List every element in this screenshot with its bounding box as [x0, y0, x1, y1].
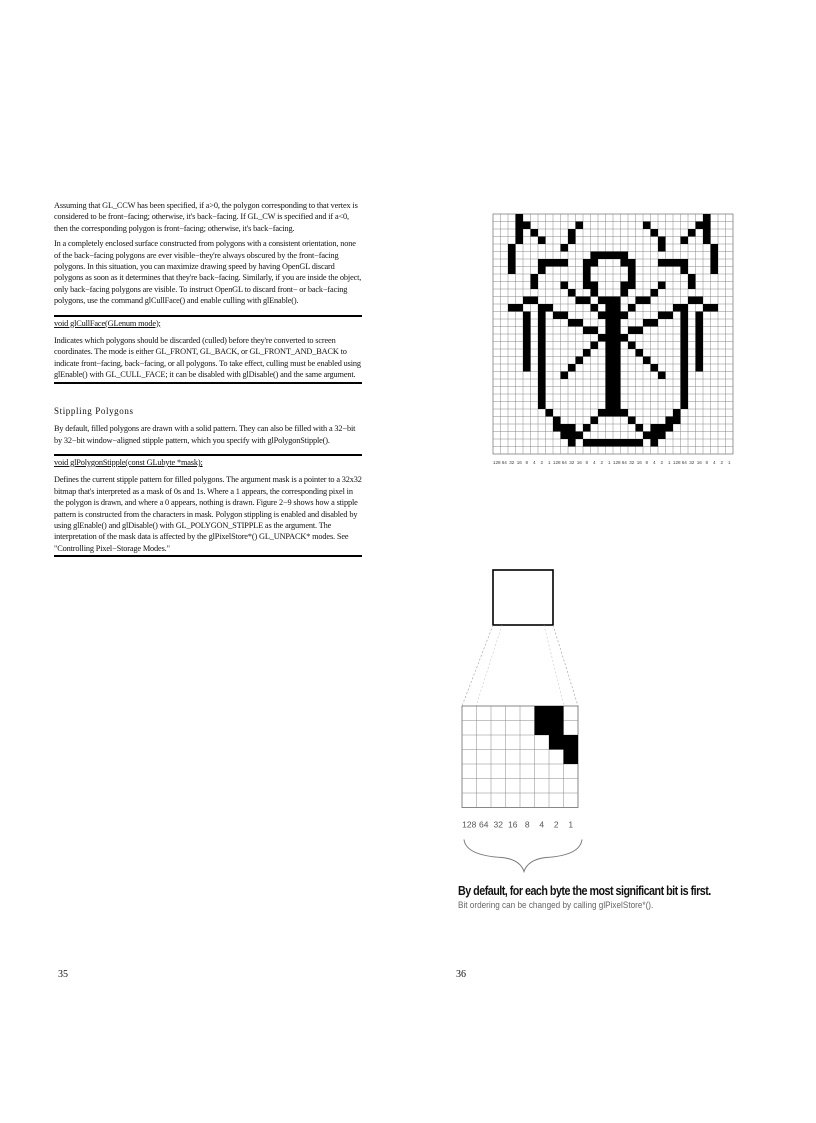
bit-label: 1 [667, 460, 671, 465]
zoom-bit-labels [462, 820, 573, 830]
zoom-guide-lines [462, 625, 578, 706]
zoom-bit-label: 64 [479, 819, 489, 830]
bit-label: 4 [652, 460, 656, 465]
function-description-glcullface: Indicates which polygons should be discarded (culled) before they're converted to screen coordinates. The mode is either GL_FRONT, GL_BACK, or GL_FRONT_AND_BACK to indicate front−facing, back−facing, or all polygons. To take effect, culling must be enabled using glEnable() with GL_CULL_FACE; it can be disabled with glDisable() and the same argument. [54, 335, 362, 384]
bit-label: 128 [612, 460, 621, 465]
bit-label: 2 [720, 460, 724, 465]
bit-label: 64 [501, 460, 507, 465]
bit-label: 2 [540, 460, 544, 465]
bit-label: 16 [576, 460, 582, 465]
bit-label: 32 [689, 460, 695, 465]
bit-label: 16 [636, 460, 642, 465]
bit-label: 128 [492, 460, 501, 465]
bit-label: 8 [585, 460, 589, 465]
zoom-bit-label: 128 [462, 819, 477, 830]
bit-label: 64 [621, 460, 627, 465]
bit-label: 1 [727, 460, 731, 465]
bit-label: 32 [629, 460, 635, 465]
bit-weight-labels [493, 460, 731, 465]
zoom-bit-label: 2 [553, 819, 559, 830]
paragraph-stippling: By default, filled polygons are drawn with a solid pattern. They can also be filled with a 32−bit by 32−bit window−aligned stipple pattern, which you specify with glPolygonStipple(). [54, 424, 356, 445]
zoom-bit-label: 32 [493, 819, 503, 830]
bit-label: 8 [645, 460, 649, 465]
bit-label: 1 [547, 460, 551, 465]
stipple-pattern-figure [440, 200, 780, 930]
bit-label: 16 [696, 460, 702, 465]
bit-label: 16 [516, 460, 522, 465]
page-number-left: 35 [58, 969, 68, 980]
left-page-text [54, 200, 362, 561]
figure-subcaption: Bit ordering can be changed by calling glPixelStore*(). [458, 900, 654, 911]
bit-label: 8 [525, 460, 529, 465]
paragraph-culling-orientation: Assuming that GL_CCW has been specified, if a>0, the polygon corresponding to that vertex is considered to be front−facing; otherwise, it's back−facing. If GL_CW is specified and if a<0, then the corresponding polygon is front−facing; otherwise, it's back−facing. [54, 201, 358, 233]
bit-label: 4 [532, 460, 536, 465]
bit-label: 4 [712, 460, 716, 465]
bit-label: 4 [592, 460, 596, 465]
section-heading: Stippling Polygons [54, 405, 134, 416]
paragraph-culling-intro: In a completely enclosed surface constructed from polygons with a consistent orientation, none of the back−facing polygons are ever visible−they're always obscured by the front−facing polygons. In this situation, you can maximize drawing speed by having OpenGL discard polygons as soon as it determines that they're back−facing. Similarly, if you are inside the object, only back−facing polygons are visible. To instruct OpenGL to discard front− or back−facing polygons, use the command glCullFace() and enable culling with glEnable(). [54, 239, 362, 306]
bit-label: 8 [705, 460, 709, 465]
bit-label: 128 [552, 460, 561, 465]
highlight-box [493, 570, 553, 625]
zoom-bit-label: 8 [524, 819, 530, 830]
figure-caption: By default, for each byte the most significant bit is first. [458, 884, 711, 898]
zoom-bit-label: 1 [568, 819, 574, 830]
bit-label: 64 [681, 460, 687, 465]
page-number-right: 36 [456, 969, 466, 980]
bit-label: 2 [660, 460, 664, 465]
zoom-bit-label: 16 [508, 819, 518, 830]
bit-label: 32 [569, 460, 575, 465]
bit-label: 64 [561, 460, 567, 465]
zoom-bit-label: 4 [539, 819, 545, 830]
brace [464, 840, 582, 872]
bit-label: 128 [672, 460, 681, 465]
bit-label: 2 [600, 460, 604, 465]
function-signature-glcullface: void glCullFace(GLenum mode); [54, 315, 362, 329]
bit-label: 32 [509, 460, 515, 465]
bit-label: 1 [607, 460, 611, 465]
function-signature-glpolygonstipple: void glPolygonStipple(const GLubyte *mask); [54, 454, 362, 468]
function-description-glpolygonstipple: Defines the current stipple pattern for filled polygons. The argument mask is a pointer to a 32x32 bitmap that's interpreted as a mask of 0s and 1s. Where a 1 appears, the corresponding pixel in the polygon is drawn, and where a 0 appears, nothing is drawn. Figure 2−9 shows how a stipple pattern is constructed from the characters in mask. Polygon stippling is enabled and disabled by using glEnable() and glDisable() with GL_POLYGON_STIPPLE as the argument. The interpretation of the mask data is affected by the glPixelStore*() GL_UNPACK* modes. See "Controlling Pixel−Storage Modes." [54, 474, 362, 557]
